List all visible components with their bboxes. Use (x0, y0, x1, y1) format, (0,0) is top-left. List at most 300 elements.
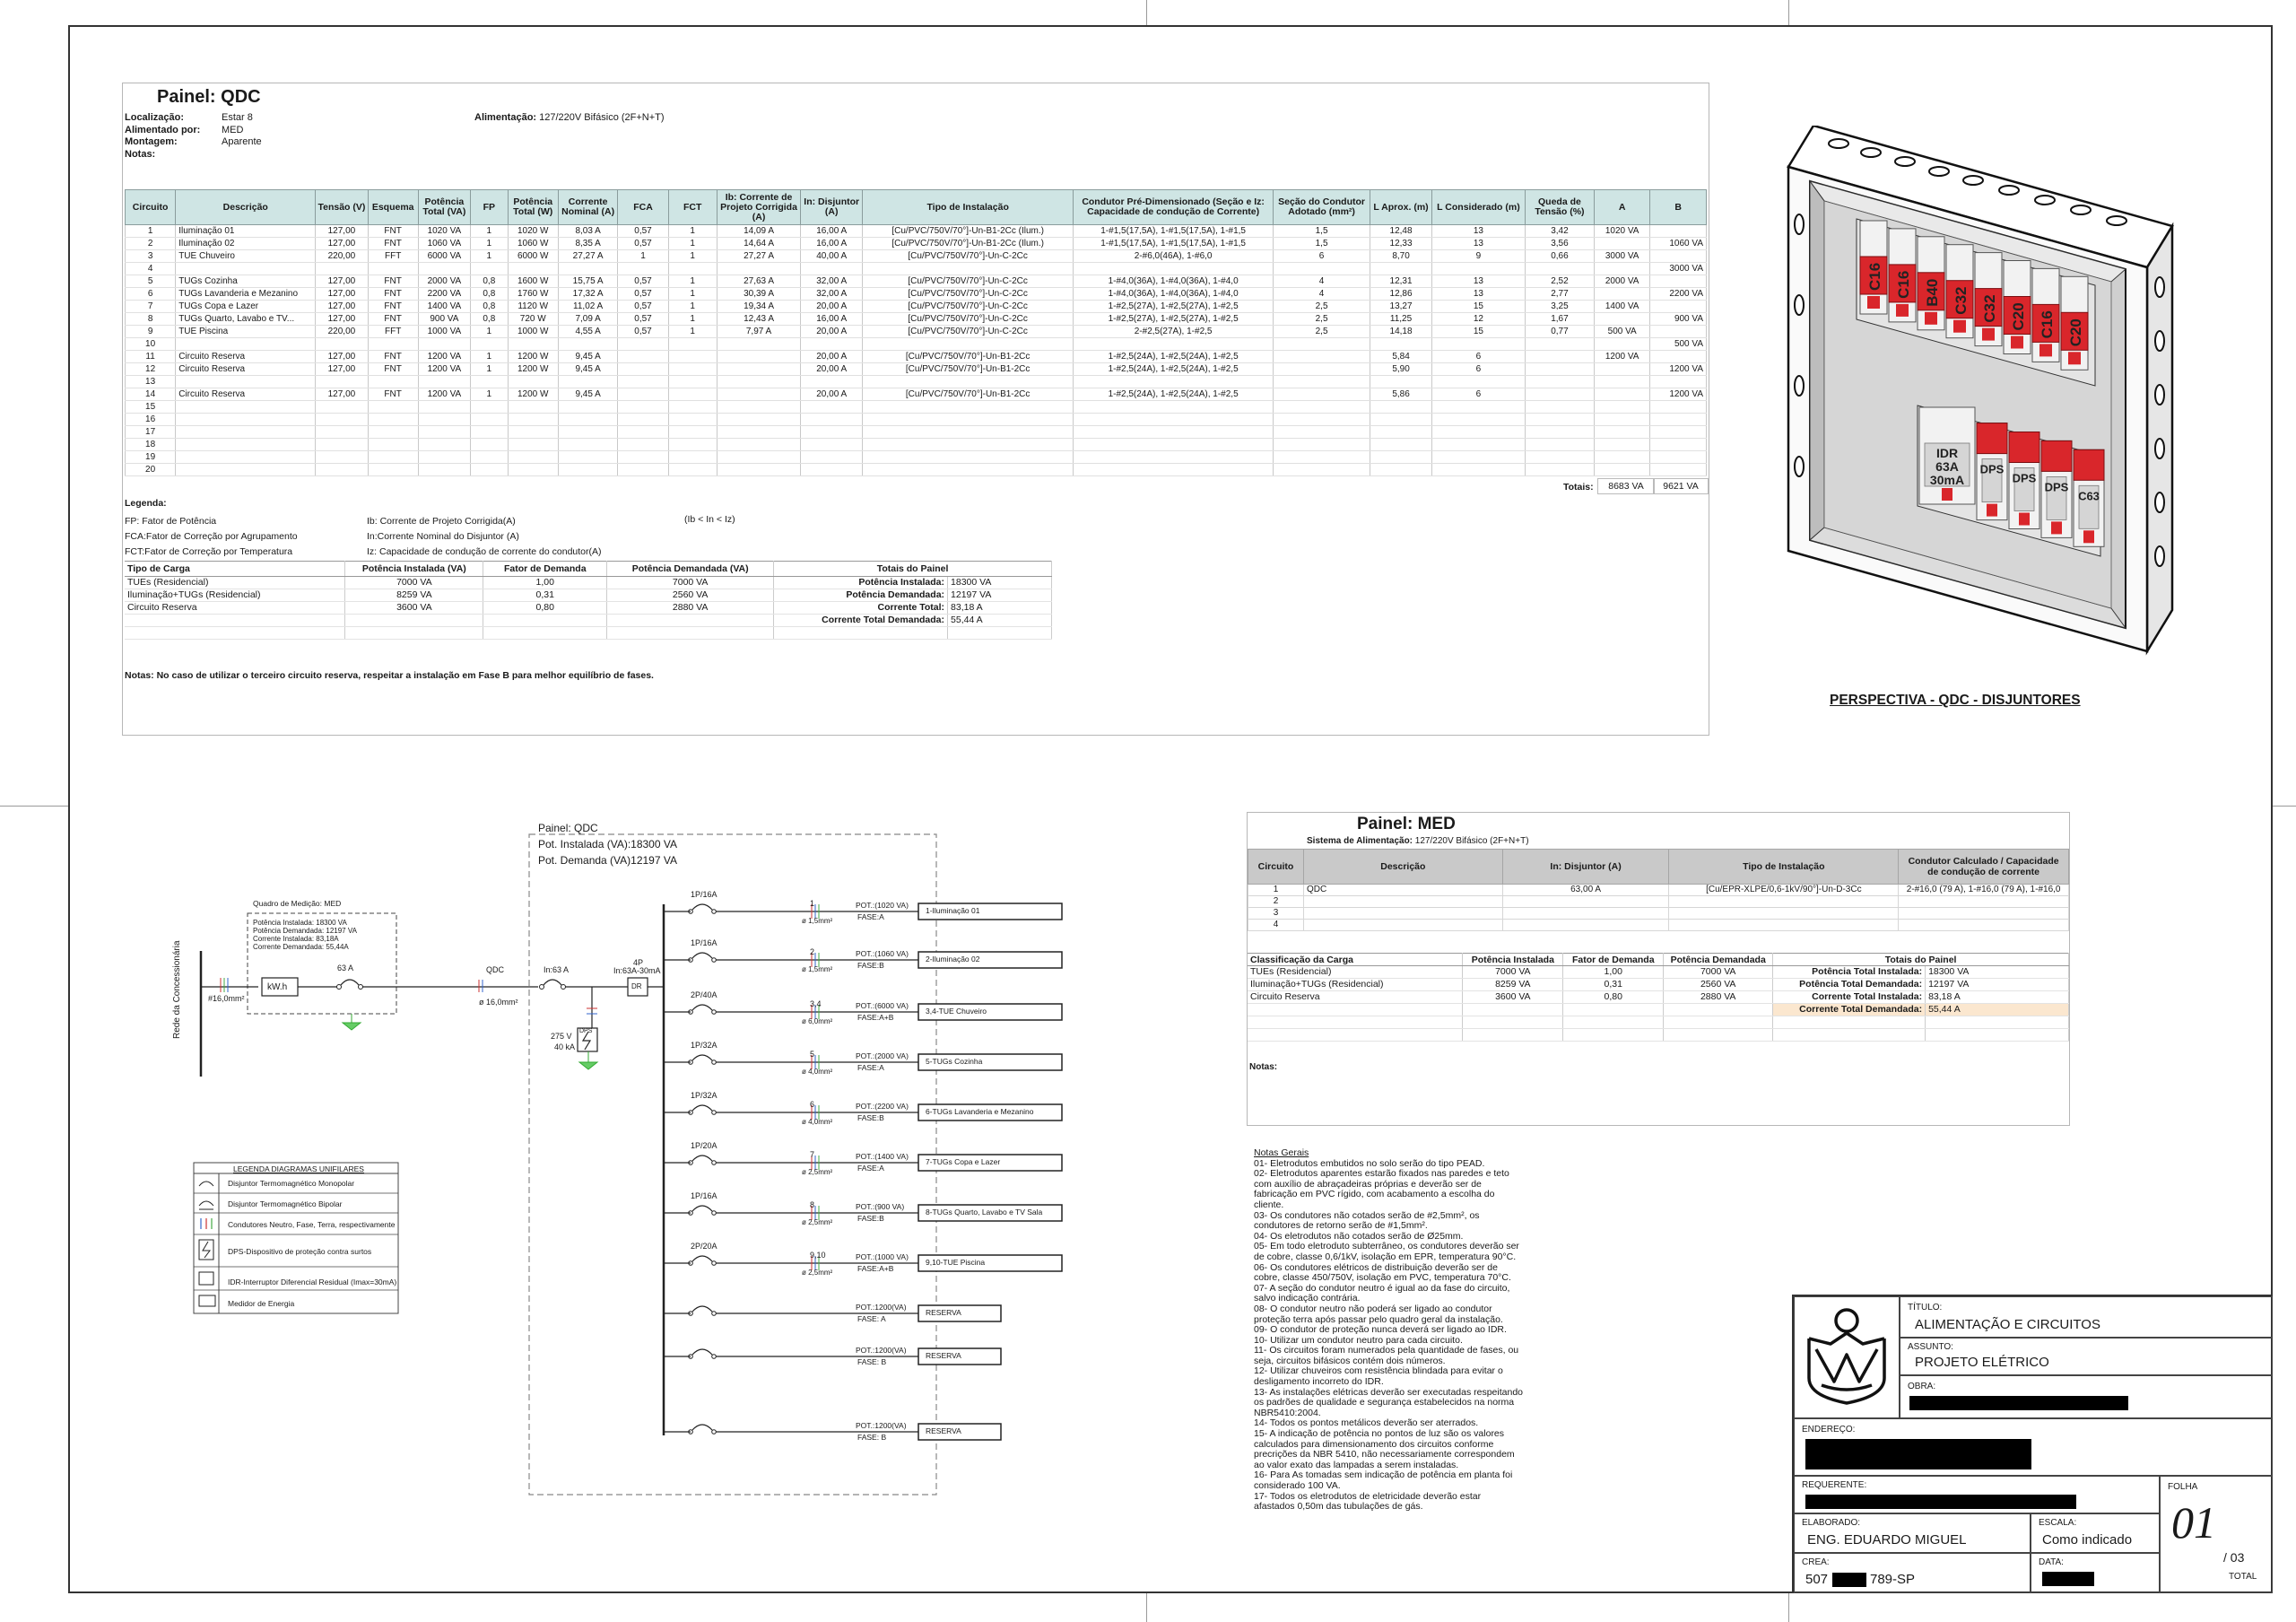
table-cell: 20 (126, 464, 176, 476)
table-cell: 0,8 (471, 301, 509, 313)
meter-label: kW.h (267, 982, 288, 992)
branch-breaker-label: 1P/16A (691, 890, 718, 899)
column-header: FCT (668, 190, 717, 225)
load-header: Totais do Painel (1773, 954, 2069, 966)
table-cell (508, 426, 558, 439)
assunto-cell (1900, 1338, 2273, 1375)
table-cell (418, 414, 470, 426)
table-cell (1650, 464, 1707, 476)
branch-name: 8-TUGs Quarto, Lavabo e TV Sala (926, 1208, 1043, 1216)
breaker-module (1860, 221, 1887, 314)
title-block (1792, 1295, 2273, 1593)
table-cell: 1-#2,5(24A), 1-#2,5(24A), 1-#2,5 (1074, 351, 1274, 363)
column-header: Corrente Nominal (A) (558, 190, 618, 225)
total-phase-a: 8683 VA (1597, 478, 1655, 494)
titulo-value: ALIMENTAÇÃO E CIRCUITOS (1915, 1317, 2100, 1332)
table-cell: FNT (368, 313, 418, 326)
table-cell: 13,27 (1370, 301, 1432, 313)
escala-label: ESCALA: (2039, 1518, 2077, 1528)
table-cell (176, 338, 316, 351)
table-cell: 18 (126, 439, 176, 451)
table-cell (471, 376, 509, 388)
table-cell: 4 (126, 263, 176, 275)
table-cell: FNT (368, 238, 418, 250)
table-cell (668, 351, 717, 363)
table-cell: 1 (668, 313, 717, 326)
table-cell: 1-#4,0(36A), 1-#4,0(36A), 1-#4,0 (1074, 275, 1274, 288)
requerente-cell (1794, 1476, 2160, 1513)
med-box-info (253, 919, 357, 951)
table-cell (418, 263, 470, 275)
table-cell: Iluminação+TUGs (Residencial) (125, 589, 345, 602)
table-cell: 127,00 (316, 351, 368, 363)
branch-number: 9,10 (810, 1251, 826, 1260)
table-cell (558, 414, 618, 426)
table-cell (1594, 376, 1649, 388)
table-cell: Iluminação 01 (176, 225, 316, 238)
table-cell (1074, 263, 1274, 275)
panel-total-label: Corrente Total: (774, 602, 948, 615)
table-cell: 8259 VA (345, 589, 483, 602)
table-cell: 2,5 (1273, 326, 1370, 338)
table-cell (1563, 1016, 1664, 1029)
note-line: NBR5410:2004. (1254, 1407, 1321, 1418)
logo-cell (1794, 1296, 1900, 1418)
column-header: Seção do Condutor Adotado (mm²) (1273, 190, 1370, 225)
table-cell: 10 (126, 338, 176, 351)
table-cell (618, 351, 668, 363)
note-line: 10- Utilizar um condutor neutro para cada circuito. (1254, 1334, 1463, 1346)
table-cell: 720 W (508, 313, 558, 326)
breaker-label: C32 (1952, 286, 1970, 315)
load-header: Tipo de Carga (125, 562, 345, 577)
legend-inequality: (Ib < In < Iz) (684, 514, 735, 525)
column-header: Tensão (V) (316, 190, 368, 225)
table-cell: 127,00 (316, 238, 368, 250)
table-cell: 2,52 (1525, 275, 1594, 288)
table-cell: 1000 VA (418, 326, 470, 338)
med-box-line: Corrente Instalada: 83,18A (253, 935, 339, 943)
table-cell (418, 451, 470, 464)
note-line: 11- Os circuitos foram numerados pela quantidade de fases, ou (1254, 1345, 1519, 1356)
branch-number: 8 (810, 1200, 815, 1209)
note-line: de cobre, classe 0,6/1kV, isolação em EPR, temperatura 90°C. (1254, 1251, 1517, 1262)
table-cell (1273, 388, 1370, 401)
breaker-label: C16 (1895, 270, 1912, 299)
table-cell: 5 (126, 275, 176, 288)
table-cell: 0,57 (618, 313, 668, 326)
elaborado-value: ENG. EDUARDO MIGUEL (1807, 1532, 1967, 1548)
note-line: 15- A indicação de potência no pontos de luz são os valores (1254, 1428, 1505, 1440)
column-header: L Aprox. (m) (1370, 190, 1432, 225)
table-cell: 1-#1,5(17,5A), 1-#1,5(17,5A), 1-#1,5 (1074, 238, 1274, 250)
table-cell (1650, 275, 1707, 288)
table-cell (471, 401, 509, 414)
table-cell (1594, 238, 1649, 250)
branch-breaker-label: 1P/16A (691, 938, 718, 947)
table-cell (607, 627, 774, 640)
table-cell: 0,31 (1563, 979, 1664, 991)
table-cell (316, 376, 368, 388)
legend-mid (367, 514, 602, 560)
dps-voltage: 275 V (551, 1032, 572, 1041)
branch-name: RESERVA (926, 1308, 961, 1317)
branch-number: 7 (810, 1150, 815, 1159)
qdc-load-table (125, 561, 1052, 640)
table-cell: 1 (668, 326, 717, 338)
circuit-row (126, 464, 1707, 476)
frame-tick (2273, 806, 2296, 807)
diagram-panel-label: Painel: QDC (538, 822, 598, 834)
table-cell: 14 (126, 388, 176, 401)
table-cell (801, 426, 863, 439)
panel-total-value: 55,44 A (1926, 1004, 2069, 1016)
table-cell: 1-#4,0(36A), 1-#4,0(36A), 1-#4,0 (1074, 288, 1274, 301)
table-cell: 63,00 A (1502, 885, 1669, 896)
table-cell (1899, 920, 2069, 931)
table-cell (1650, 439, 1707, 451)
breaker-label: C20 (2010, 302, 2027, 331)
note-line: 02- Eletrodutos aparentes estarão fixados nas paredes e teto (1254, 1168, 1509, 1180)
note-line: os padrões de qualidade e segurança estabelecidos na norma (1254, 1397, 1515, 1408)
table-cell (418, 401, 470, 414)
load-row (125, 577, 1052, 589)
table-cell (176, 263, 316, 275)
table-cell: 12,31 (1370, 275, 1432, 288)
table-cell: 8 (126, 313, 176, 326)
table-cell (1074, 376, 1274, 388)
med-notes-label: Notas: (1249, 1062, 1278, 1072)
branch-number: 5 (810, 1050, 815, 1059)
table-cell (368, 401, 418, 414)
table-cell: 127,00 (316, 388, 368, 401)
table-cell: 1 (471, 388, 509, 401)
table-cell (1664, 1004, 1773, 1016)
table-cell: 7000 VA (1664, 966, 1773, 979)
table-cell: 2,5 (1273, 313, 1370, 326)
branch-phase: FASE:B (857, 1113, 884, 1122)
table-cell: 1 (668, 225, 717, 238)
table-cell: 15 (126, 401, 176, 414)
table-cell (1525, 388, 1594, 401)
table-cell (668, 451, 717, 464)
table-cell (863, 451, 1074, 464)
table-cell (176, 401, 316, 414)
table-cell (176, 451, 316, 464)
column-header: Esquema (368, 190, 418, 225)
table-cell: [Cu/PVC/750V/70°]-Un-C-2Cc (863, 288, 1074, 301)
table-cell: 3 (1248, 908, 1304, 920)
table-cell: Circuito Reserva (1248, 991, 1463, 1004)
breaker-module (1946, 245, 1973, 338)
table-cell: 17,32 A (558, 288, 618, 301)
table-cell (1431, 414, 1525, 426)
panel-total-value: 18300 VA (948, 577, 1052, 589)
table-cell: FNT (368, 301, 418, 313)
dr-text: DR (631, 982, 642, 990)
table-cell: 3,42 (1525, 225, 1594, 238)
branch-power: POT.:1200(VA) (856, 1303, 907, 1312)
table-cell: 6 (1273, 250, 1370, 263)
utility-label: Rede da Concessionária (172, 940, 182, 1039)
table-cell: FNT (368, 388, 418, 401)
table-cell (1594, 338, 1649, 351)
table-cell: 13 (1431, 288, 1525, 301)
panel-total-value (1926, 1016, 2069, 1029)
table-cell: 5,84 (1370, 351, 1432, 363)
table-cell (368, 263, 418, 275)
table-cell: 1 (668, 275, 717, 288)
table-cell: 30,39 A (717, 288, 801, 301)
circuit-row (126, 288, 1707, 301)
table-cell: 16,00 A (801, 313, 863, 326)
table-cell (668, 401, 717, 414)
table-cell: 2560 VA (607, 589, 774, 602)
breaker-module (1918, 237, 1944, 330)
note-line: 14- Todos os pontos metálicos deverão ser aterrados. (1254, 1417, 1479, 1429)
breaker-label: B40 (1924, 278, 1941, 307)
table-cell: 3,56 (1525, 238, 1594, 250)
table-cell (717, 426, 801, 439)
table-cell (316, 414, 368, 426)
legend-item: Iz: Capacidade de condução de corrente do condutor(A) (367, 546, 602, 557)
table-cell: 1 (668, 288, 717, 301)
circuit-row (1248, 885, 2069, 896)
table-cell (607, 615, 774, 627)
note-line: afastados 0,50m das tubulações de gás. (1254, 1501, 1423, 1513)
table-cell (483, 615, 607, 627)
table-cell (717, 388, 801, 401)
table-cell: 0,57 (618, 225, 668, 238)
table-cell (1370, 401, 1432, 414)
table-cell (801, 401, 863, 414)
table-cell (1370, 426, 1432, 439)
table-cell (418, 338, 470, 351)
table-cell (668, 426, 717, 439)
table-cell: TUGs Lavanderia e Mezanino (176, 288, 316, 301)
table-cell (1525, 363, 1594, 376)
table-cell: 1 (668, 250, 717, 263)
table-cell (176, 376, 316, 388)
table-cell: 7000 VA (345, 577, 483, 589)
circuit-row (1248, 908, 2069, 920)
table-cell: 2,5 (1273, 301, 1370, 313)
table-cell (863, 439, 1074, 451)
table-cell (1650, 301, 1707, 313)
branch-name: 9,10-TUE Piscina (926, 1258, 986, 1267)
table-cell: 2880 VA (1664, 991, 1773, 1004)
table-cell (1594, 426, 1649, 439)
table-cell: 12,48 (1370, 225, 1432, 238)
table-cell: 20,00 A (801, 301, 863, 313)
table-cell: 40,00 A (801, 250, 863, 263)
table-cell (471, 338, 509, 351)
table-cell: 12,43 A (717, 313, 801, 326)
table-cell: 11,02 A (558, 301, 618, 313)
table-cell (717, 414, 801, 426)
circuit-row (126, 338, 1707, 351)
table-cell (618, 263, 668, 275)
meta-alimentacao: 127/220V Bifásico (2F+N+T) (539, 112, 665, 123)
branch-power: POT.:1200(VA) (856, 1346, 907, 1355)
table-cell (618, 414, 668, 426)
branch-power: POT.:(900 VA) (856, 1202, 905, 1211)
table-cell (1669, 896, 1899, 908)
branch-cable: ø 2,5mm² (802, 1168, 833, 1176)
table-cell (125, 627, 345, 640)
meta-label: Alimentação: (474, 112, 537, 123)
table-cell (471, 464, 509, 476)
qdc-panel-title: Painel: QDC (157, 87, 261, 107)
table-cell (316, 439, 368, 451)
table-cell: 2-#16,0 (79 A), 1-#16,0 (79 A), 1-#16,0 (1899, 885, 2069, 896)
table-cell (418, 426, 470, 439)
table-cell (508, 414, 558, 426)
panel-total-value: 83,18 A (948, 602, 1052, 615)
table-cell (1431, 451, 1525, 464)
table-cell (508, 401, 558, 414)
table-cell (1303, 908, 1502, 920)
circuit-row (126, 376, 1707, 388)
table-cell: 1200 VA (418, 351, 470, 363)
table-cell: 6000 VA (418, 250, 470, 263)
table-cell (1248, 1016, 1463, 1029)
table-cell: FNT (368, 351, 418, 363)
circuit-row (126, 301, 1707, 313)
table-cell: 0,8 (471, 275, 509, 288)
table-cell: 1,67 (1525, 313, 1594, 326)
table-cell: 20,00 A (801, 363, 863, 376)
load-header: Potência Instalada (1463, 954, 1563, 966)
table-cell (1074, 338, 1274, 351)
table-cell (1273, 338, 1370, 351)
breaker-label: C16 (1866, 262, 1883, 291)
requerente-label: REQUERENTE: (1802, 1480, 1867, 1490)
table-cell: 1 (126, 225, 176, 238)
column-header: Potência Total (W) (508, 190, 558, 225)
table-cell (863, 426, 1074, 439)
table-cell (1431, 263, 1525, 275)
table-cell: FNT (368, 288, 418, 301)
table-cell: 6 (1431, 363, 1525, 376)
table-cell: 1,5 (1273, 225, 1370, 238)
table-cell (801, 338, 863, 351)
note-line: desligamento incorreto do IDR. (1254, 1376, 1384, 1388)
table-cell (1594, 401, 1649, 414)
note-line: 01- Eletrodutos embutidos no solo serão do tipo PEAD. (1254, 1157, 1485, 1169)
note-line: calculados para dimensionamento dos circuitos conforme (1254, 1438, 1494, 1450)
load-row (125, 627, 1052, 640)
table-cell (1431, 401, 1525, 414)
table-cell: 14,09 A (717, 225, 801, 238)
table-cell: 1600 W (508, 275, 558, 288)
panel-total-value (1926, 1029, 2069, 1042)
table-cell: 16,00 A (801, 225, 863, 238)
circuit-row (126, 263, 1707, 275)
cable-label: ø 16,0mm² (479, 998, 518, 1007)
table-cell: 19 (126, 451, 176, 464)
table-cell: 9 (1431, 250, 1525, 263)
table-cell: 1200 W (508, 363, 558, 376)
table-cell (1594, 363, 1649, 376)
ground-symbol (579, 1062, 597, 1069)
table-cell (558, 263, 618, 275)
table-cell: 127,00 (316, 301, 368, 313)
table-cell (1525, 439, 1594, 451)
table-cell (717, 263, 801, 275)
meta-montagem: Aparente (222, 136, 262, 147)
table-cell (176, 439, 316, 451)
table-cell: 1200 W (508, 388, 558, 401)
table-cell (618, 439, 668, 451)
general-notes (1254, 1148, 1534, 1513)
table-cell (863, 401, 1074, 414)
table-cell: 13 (1431, 225, 1525, 238)
circuit-row (126, 451, 1707, 464)
folha-label: FOLHA (2168, 1482, 2198, 1492)
table-cell: 32,00 A (801, 275, 863, 288)
meta-label: Montagem: (125, 136, 178, 147)
branch-power: POT.:(1000 VA) (856, 1252, 909, 1261)
branch-power: POT.:(6000 VA) (856, 1001, 909, 1010)
table-cell (508, 376, 558, 388)
branch-breaker-label: 1P/16A (691, 1191, 718, 1200)
table-cell (1370, 451, 1432, 464)
table-cell: 1 (1248, 885, 1304, 896)
circuit-row (126, 439, 1707, 451)
table-cell: 1060 VA (1650, 238, 1707, 250)
table-cell: 2,77 (1525, 288, 1594, 301)
table-cell (1525, 376, 1594, 388)
branch-phase: FASE:A (857, 1164, 884, 1173)
branch-breaker-label: 1P/32A (691, 1041, 718, 1050)
table-cell (1664, 1029, 1773, 1042)
table-cell (1502, 920, 1669, 931)
dps-text: DPS (579, 1028, 593, 1034)
table-cell: 3,25 (1525, 301, 1594, 313)
table-cell: [Cu/PVC/750V/70°]-Un-C-2Cc (863, 250, 1074, 263)
breaker-module (2004, 261, 2031, 354)
column-header: Condutor Calculado / Capacidade de condução de corrente (1899, 850, 2069, 885)
breaker-label: C32 (1981, 294, 1998, 323)
table-cell: 1060 VA (418, 238, 470, 250)
table-cell: 1020 VA (418, 225, 470, 238)
load-header: Potência Demandada (VA) (607, 562, 774, 577)
table-cell: 5,90 (1370, 363, 1432, 376)
branch-cable: ø 2,5mm² (802, 1218, 833, 1226)
table-cell: 13 (1431, 238, 1525, 250)
main-breaker-label: In:63 A (544, 965, 570, 974)
cable-label: #16,0mm² (208, 994, 245, 1003)
table-cell: 1000 W (508, 326, 558, 338)
table-cell: 4 (1248, 920, 1304, 931)
crea-label: CREA: (1802, 1557, 1830, 1567)
table-cell (618, 363, 668, 376)
med-sistema (1307, 836, 1529, 846)
table-cell: 0,31 (483, 589, 607, 602)
qdc-notes: Notas: No caso de utilizar o terceiro circuito reserva, respeitar a instalação em Fase B para melhor equilíbrio de fases. (125, 670, 654, 681)
table-cell: 13 (126, 376, 176, 388)
table-cell: 19,34 A (717, 301, 801, 313)
note-line: cliente. (1254, 1199, 1284, 1210)
breaker-label: C16 (2039, 310, 2056, 339)
table-cell: [Cu/PVC/750V/70°]-Un-B1-2Cc (Ilum.) (863, 225, 1074, 238)
panel-total-value: 12197 VA (1926, 979, 2069, 991)
table-cell (558, 338, 618, 351)
table-cell (1273, 376, 1370, 388)
lower-device-module (2041, 440, 2072, 537)
table-cell: 6 (1431, 351, 1525, 363)
